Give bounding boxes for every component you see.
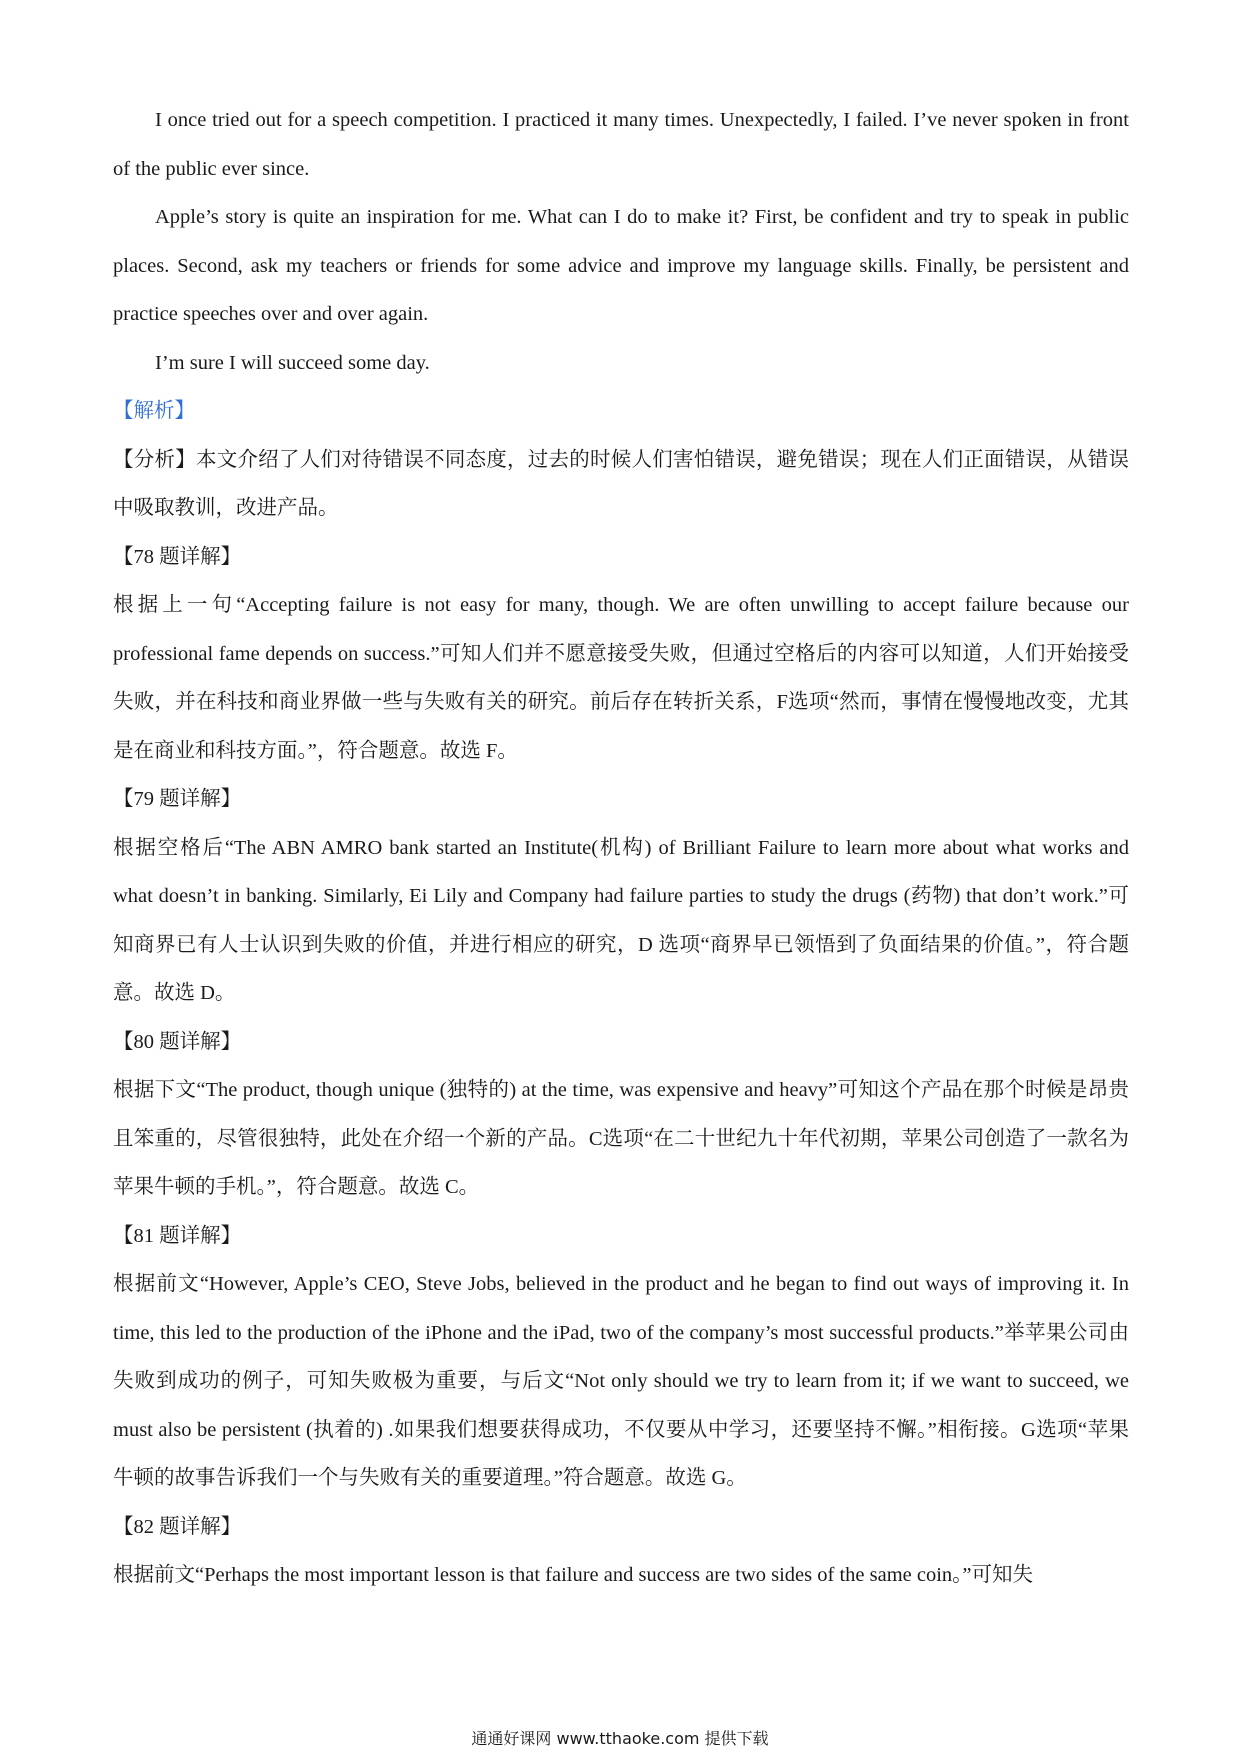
question-81-heading: 【81 题详解】 xyxy=(113,1224,242,1247)
question-82-explanation: 根据前文“Perhaps the most important lesson is that failure and success are two sides of the same coin。”可知失 xyxy=(113,1564,1034,1586)
question-82-heading: 【82 题详解】 xyxy=(113,1515,242,1538)
question-80-explanation: 根据下文“The product, though unique (独特的) at the time, was expensive and heavy”可知这个产品在那个时候是昂贵且笨重的，尽管很独特，此处在介绍一个新的产品。C选项“在二十世纪九十年代初期，苹果公司创造了一款名为苹果牛顿的手机。”，符合题意。故选 C。 xyxy=(113,1079,1129,1198)
question-79-explanation: 根据空格后“The ABN AMRO bank started an Institute(机构) of Brilliant Failure to learn more about what works and what doesn’t in banking. Similarly, Ei Lily and Company had failure parties to study the drugs (药物) that don’t work.”可知商界已有人士认识到失败的价值，并进行相应的研究，D 选项“商界早已领悟到了负面结果的价值。”，符合题意。故选 D。 xyxy=(113,836,1129,1004)
essay-paragraph-1: I once tried out for a speech competition. I practiced it many times. Unexpectedly, I failed. I’ve never spoken in front of the public ever since. xyxy=(113,109,1129,180)
page-footer: 通通好课网 www.tthaoke.com 提供下载 xyxy=(471,1729,769,1748)
question-78-explanation: 根据上一句“Accepting failure is not easy for many, though. We are often unwilling to accept failure because our professional fame depends on success.”可知人们并不愿意接受失败，但通过空格后的内容可以知道，人们开始接受失败，并在科技和商业界做一些与失败有关的研究。前后存在转折关系，F选项“然而，事情在慢慢地改变，尤其是在商业和科技方面。”，符合题意。故选 F。 xyxy=(113,594,1129,762)
question-78-heading: 【78 题详解】 xyxy=(113,545,242,568)
analysis-label: 【解析】 xyxy=(113,400,195,422)
question-81-explanation: 根据前文“However, Apple’s CEO, Steve Jobs, believed in the product and he began to find out ways of improving it. In time, this led to the production of the iPhone and the iPad, two of the company’s most successful products.”举苹果公司由失败到成功的例子，可知失败极为重要，与后文“Not only should we try to learn from it; if we want to succeed, we must also be persistent (执着的) .如果我们想要获得成功，不仅要从中学习，还要坚持不懈。”相衔接。G选项“苹果牛顿的故事告诉我们一个与失败有关的重要道理。”符合题意。故选 G。 xyxy=(113,1273,1129,1489)
analysis-summary: 【分析】本文介绍了人们对待错误不同态度，过去的时候人们害怕错误，避免错误；现在人们正面错误，从错误中吸取教训，改进产品。 xyxy=(113,448,1129,519)
document-body xyxy=(113,96,1129,1600)
question-80-heading: 【80 题详解】 xyxy=(113,1030,242,1053)
essay-paragraph-3: I’m sure I will succeed some day. xyxy=(155,351,430,374)
essay-paragraph-2: Apple’s story is quite an inspiration for me. What can I do to make it? First, be confident and try to speak in public places. Second, ask my teachers or friends for some advice and improve my language skills. Finally, be persistent and practice speeches over and over again. xyxy=(113,206,1129,325)
question-79-heading: 【79 题详解】 xyxy=(113,788,242,810)
